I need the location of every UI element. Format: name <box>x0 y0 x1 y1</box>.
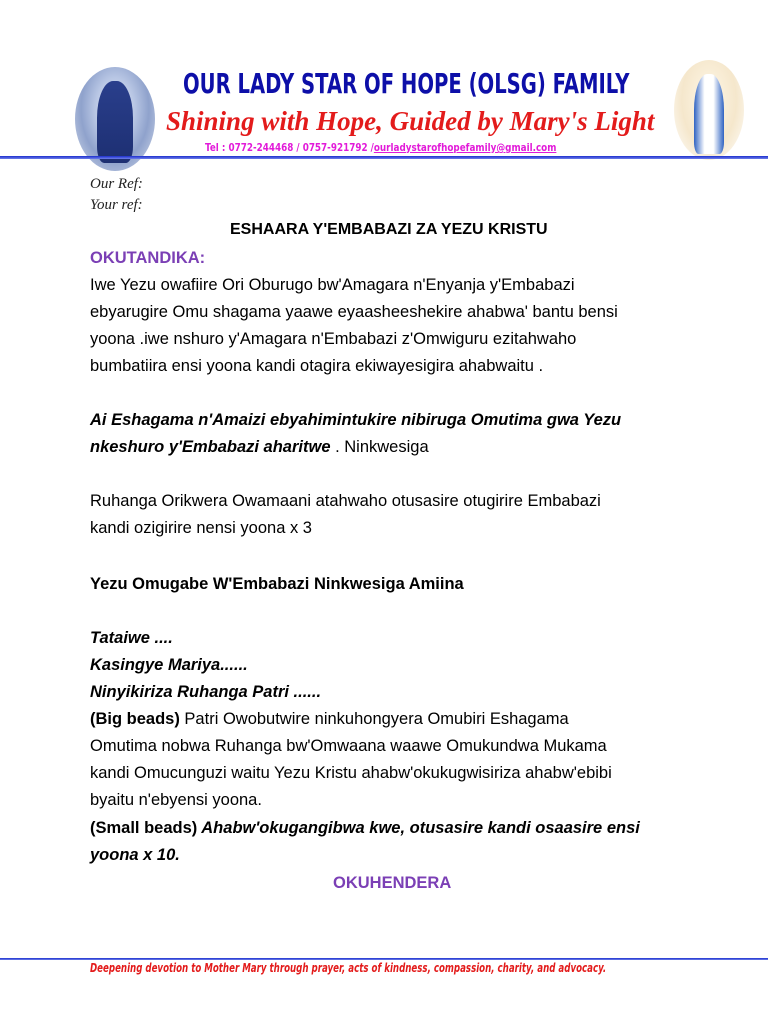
paragraph-line: Ruhanga Orikwera Owamaani atahwaho otusasire otugirire Embabazi <box>90 492 601 510</box>
prayer-text: Ahabw'okugangibwa kwe, otusasire kandi osaasire ensi <box>197 819 640 837</box>
paragraph-line: byaitu n'ebyensi yoona. <box>90 791 262 809</box>
response-text: . Ninkwesiga <box>330 438 429 456</box>
paragraph-line: Ai Eshagama n'Amaizi ebyahimintukire nibiruga Omutima gwa Yezu <box>90 411 622 429</box>
mary-image-right <box>674 60 744 160</box>
phone-numbers: Tel : 0772-244468 / 0757-921792 / <box>205 141 374 154</box>
small-beads-label: (Small beads) <box>90 819 198 837</box>
paragraph-line: Ninyikiriza Ruhanga Patri ...... <box>90 683 322 701</box>
big-beads-label: (Big beads) <box>90 710 180 728</box>
closing-heading: OKUHENDERA <box>333 874 452 892</box>
paragraph-line <box>90 708 569 730</box>
prayer-text: nkeshuro y'Embabazi aharitwe <box>90 438 331 456</box>
email-link[interactable]: ourladystarofhopefamily@gmail.com <box>373 141 557 154</box>
your-ref-label: Your ref: <box>90 197 143 213</box>
paragraph-line: Tataiwe .... <box>90 629 173 647</box>
paragraph-line: bumbatiira ensi yoona kandi otagira ekiwayesigira ahabwaitu . <box>90 357 544 375</box>
paragraph-line: kandi ozigirire nensi yoona x 3 <box>90 519 312 537</box>
paragraph-line <box>90 817 640 839</box>
footer-motto: Deepening devotion to Mother Mary through prayer, acts of kindness, compassion, charity, and advocacy. <box>90 961 607 975</box>
organization-title: OUR LADY STAR OF HOPE (OLSG) FAMILY <box>183 67 630 100</box>
opening-heading: OKUTANDIKA: <box>90 249 206 267</box>
paragraph-line: yoona .iwe nshuro y'Amagara n'Embabazi z'Omwiguru ezitahwaho <box>90 330 577 348</box>
prayer-text: Patri Owobutwire ninkuhongyera Omubiri Eshagama <box>179 710 569 728</box>
paragraph-line: Iwe Yezu owafiire Ori Oburugo bw'Amagara n'Enyanja y'Embabazi <box>90 276 575 294</box>
paragraph-line: Yezu Omugabe W'Embabazi Ninkwesiga Amiina <box>90 575 464 593</box>
header-divider <box>0 156 768 159</box>
paragraph-line: Omutima nobwa Ruhanga bw'Omwaana waawe Omukundwa Mukama <box>90 737 607 755</box>
contact-line <box>205 141 556 154</box>
paragraph-line <box>90 436 429 458</box>
tagline: Shining with Hope, Guided by Mary's Light <box>166 106 655 136</box>
our-ref-label: Our Ref: <box>90 176 143 192</box>
paragraph-line: kandi Omucunguzi waitu Yezu Kristu ahabw'okukugwisiriza ahabw'ebibi <box>90 764 612 782</box>
paragraph-line: Kasingye Mariya...... <box>90 656 248 674</box>
paragraph-line: ebyarugire Omu shagama yaawe eyaasheeshekire ahabwa' bantu bensi <box>90 303 618 321</box>
footer-divider <box>0 958 768 960</box>
document-title: ESHAARA Y'EMBABAZI ZA YEZU KRISTU <box>230 221 548 238</box>
paragraph-line: yoona x 10. <box>90 846 180 864</box>
